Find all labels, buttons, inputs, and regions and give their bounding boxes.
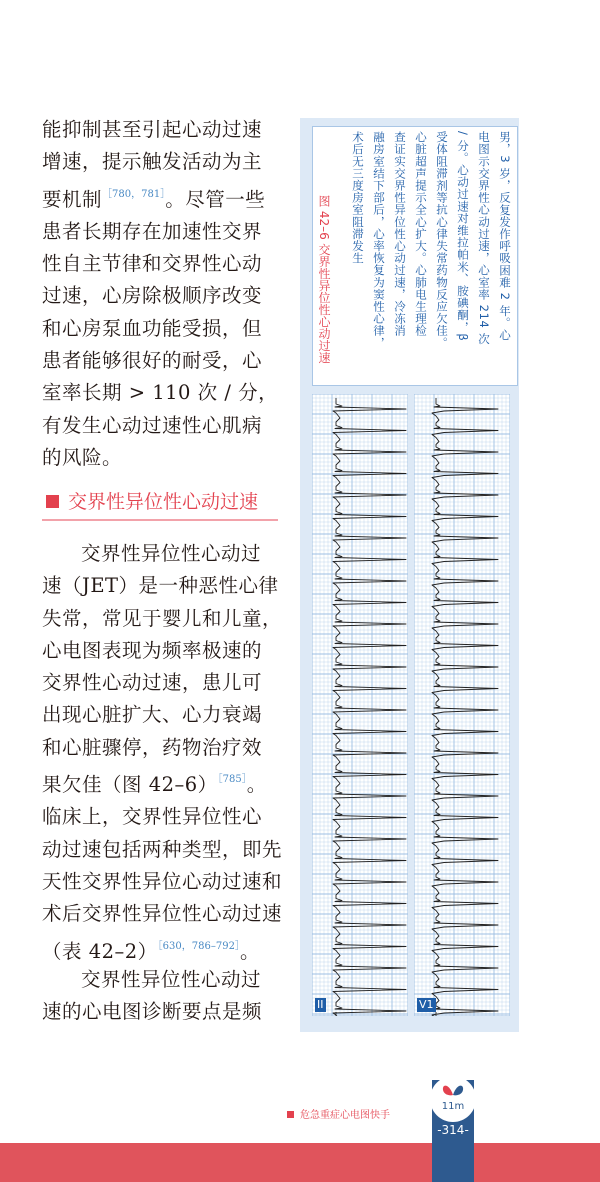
text-line: 速（JET）是一种恶性心律 bbox=[42, 574, 279, 598]
caption-line: 查证实交界性异位性心动过速，冷冻消 bbox=[393, 131, 407, 337]
ecg-trace-lead-ii bbox=[312, 394, 408, 1016]
caption-line: / 分。心动过速对维拉帕米、胺碘酮，β bbox=[456, 131, 470, 342]
ecg-strip-lead-ii bbox=[312, 394, 408, 1016]
figure-caption bbox=[337, 131, 515, 381]
text-line: 术后交界性异位性心动过速 bbox=[42, 902, 283, 926]
figure-caption-box bbox=[312, 126, 518, 386]
text-line: 的风险。 bbox=[42, 445, 123, 469]
ecg-strip-lead-v1 bbox=[414, 394, 510, 1016]
heading-underline bbox=[42, 519, 278, 521]
text-line: 和心脏骤停，药物治疗效 bbox=[42, 735, 263, 759]
text-line: 临床上，交界性异位性心 bbox=[42, 805, 263, 829]
citation-ref: ［630，786–792］ bbox=[157, 940, 240, 952]
caption-line: 术后无三度房室阻滞发生 bbox=[351, 131, 365, 265]
text-line: 患者能够很好的耐受，心 bbox=[42, 349, 263, 373]
paragraph-2 bbox=[42, 538, 283, 968]
section-heading bbox=[42, 488, 278, 518]
caption-line: 男，3 岁，反复发作呼吸困难 2 年。心 bbox=[498, 131, 512, 342]
text-line: 有发生心动过速性心肌病 bbox=[42, 413, 263, 437]
text-line: 患者长期存在加速性交界 bbox=[42, 219, 263, 243]
text-line: 增速，提示触发活动为主 bbox=[42, 150, 263, 174]
text-line: 交界性心动过速，患儿可 bbox=[42, 671, 263, 695]
text-line: 要机制$^{[780,781]}$。尽管一些 bbox=[42, 187, 266, 211]
text-line: 速的心电图诊断要点是频 bbox=[42, 1000, 263, 1024]
text-line: 天性交界性异位心动过速和 bbox=[42, 869, 283, 893]
text-line: 心电图表现为频率极速的 bbox=[42, 638, 263, 662]
paragraph-1 bbox=[42, 114, 278, 474]
text-line: 交界性异位性心动过 bbox=[81, 968, 262, 991]
caption-line: 电图示交界性心动过速，心室率 214 次 bbox=[477, 131, 491, 345]
lead-label-ii: II bbox=[317, 998, 324, 1011]
footer-band bbox=[0, 1143, 600, 1182]
text-line: 失常，常见于婴儿和儿童， bbox=[42, 606, 283, 630]
text-line: 交界性异位性心动过 bbox=[81, 542, 262, 565]
text-line: 性自主节律和交界性心动 bbox=[42, 252, 263, 276]
text-line: 果欠佳（图 42–6）$^{[785]}$。 bbox=[42, 773, 267, 797]
logo-label: 11m bbox=[441, 1101, 465, 1112]
caption-line: 受体阻滞剂等抗心律失常药物反应欠佳。 bbox=[435, 131, 449, 349]
text-line: 室率长期 > 110 次 / 分， bbox=[42, 381, 279, 405]
citation-ref: ［780，781］ bbox=[102, 188, 166, 200]
caption-line: 融房室结下部后，心率恢复为窦性心律， bbox=[372, 131, 386, 349]
text-line: 能抑制甚至引起心动过速 bbox=[42, 118, 263, 141]
text-line: 过速，心房除极顺序改变 bbox=[42, 284, 263, 308]
text-line: （表 42–2）$^{[630,786-792]}$。 bbox=[42, 939, 260, 963]
page-number: -314- bbox=[437, 1123, 469, 1137]
running-title: 危急重症心电图快手 bbox=[287, 1106, 390, 1121]
text-line: 和心房泵血功能受损，但 bbox=[42, 316, 263, 340]
figure-title: 图 42–6 交界性异位性心动过速 bbox=[317, 195, 331, 364]
text-line: 动过速包括两种类型，即先 bbox=[42, 837, 283, 861]
ecg-trace-lead-v1 bbox=[414, 394, 510, 1016]
text-line: 出现心脏扩大、心力衰竭 bbox=[42, 703, 263, 727]
heading-marker bbox=[46, 495, 59, 508]
caption-line: 心脏超声提示全心扩大。心肺电生理检 bbox=[414, 131, 428, 337]
citation-ref: ［785］ bbox=[217, 774, 247, 786]
running-title-marker bbox=[287, 1111, 294, 1118]
paragraph-3 bbox=[42, 964, 278, 1029]
section-heading-text: 交界性异位性心动过速 bbox=[68, 491, 259, 513]
lead-label-v1: V1 bbox=[419, 998, 434, 1011]
butterfly-logo-icon bbox=[441, 1081, 465, 1103]
